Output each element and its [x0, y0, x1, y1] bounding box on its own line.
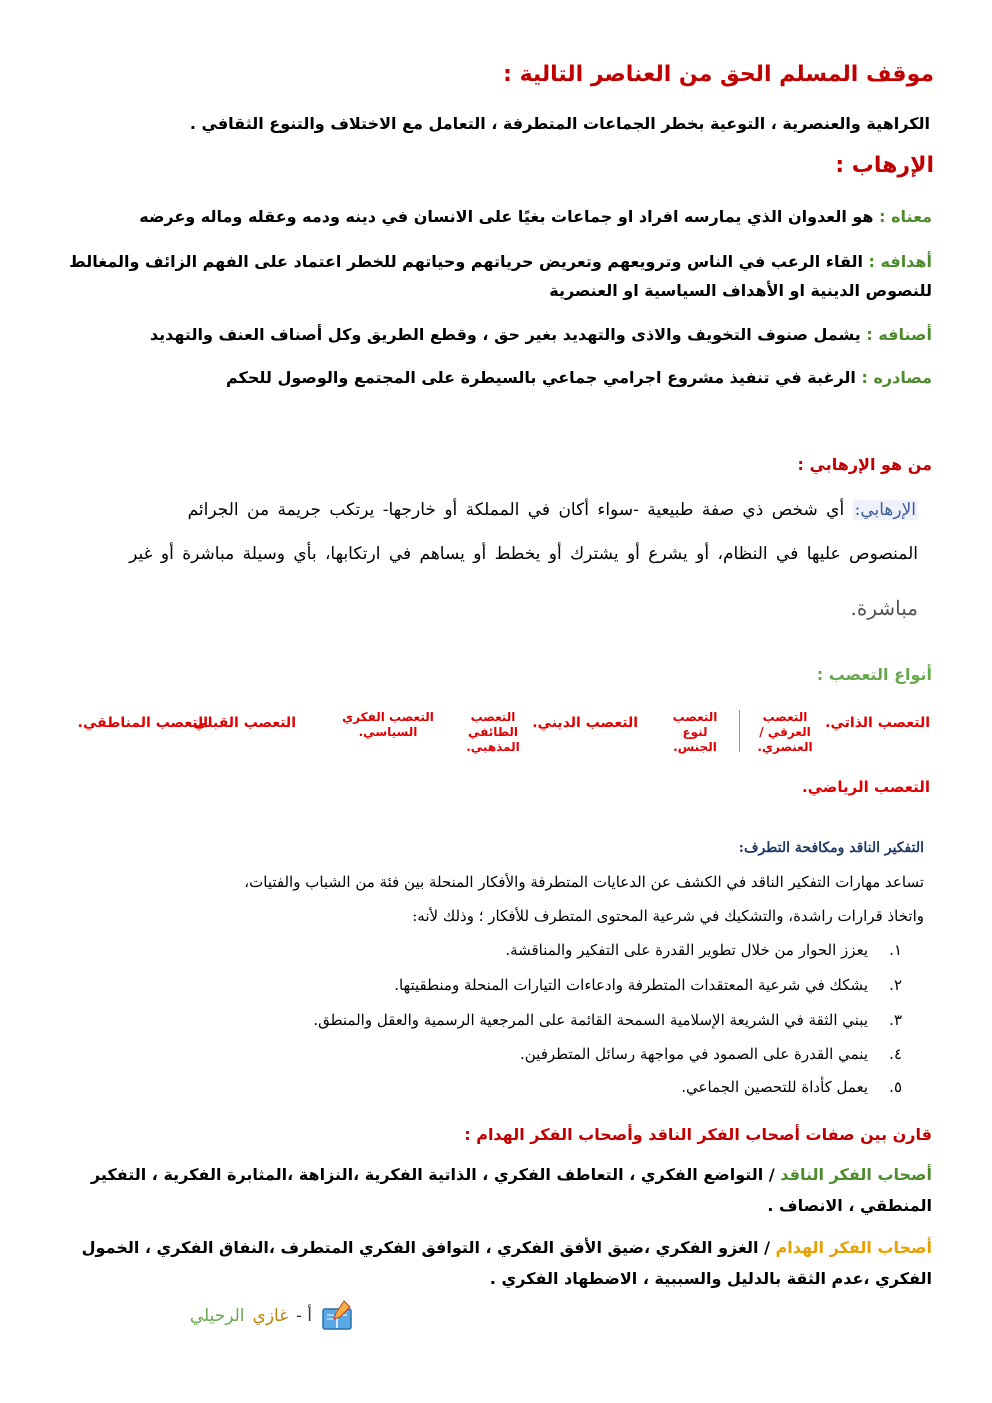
terrorism-heading: الإرهاب :: [835, 153, 934, 178]
terrorist-term: الإرهابي:: [854, 500, 916, 520]
fanaticism-types-list: [50, 710, 930, 758]
terrorism-goals-row: [69, 252, 932, 271]
goals-text-1: القاء الرعب في الناس وترويعهم وتعريض حرياتهم وحياتهم للخطر اعتماد على الفهم الزائف والمغالط: [69, 252, 863, 271]
intro-line: الكراهية والعنصرية ، التوعية بخطر الجماعات المتطرفة ، التعامل مع الاختلاف والتنوع الثقافي .: [189, 114, 930, 133]
fanaticism-item: التعصب المناطقي.: [77, 715, 208, 731]
point-number: ١.: [889, 941, 902, 959]
terrorist-line-1: أي شخص ذي صفة طبيعية -سواء أكان في المملكة أو خارجها- يرتكب جريمة من الجرائم: [187, 500, 845, 520]
fanaticism-item: التعصب القبلي.: [187, 715, 296, 731]
goals-text-2: للنصوص الدينية او الأهداف السياسية او العنصرية: [549, 281, 932, 300]
signature-first-name: غازي: [252, 1306, 289, 1326]
comparison-heading: قارن بين صفات أصحاب الفكر الناقد وأصحاب الفكر الهدام :: [464, 1125, 932, 1144]
critical-thinking-heading: التفكير الناقد ومكافحة التطرف:: [738, 840, 924, 856]
destructive-thinkers-label: أصحاب الفكر الهدام: [775, 1238, 932, 1257]
list-divider: [739, 710, 740, 752]
terrorist-definition-line-1: [188, 500, 918, 520]
critical-thinkers-text-1: التواضع الفكري ، التعاطف الفكري ، الذاتية الفكرية ،النزاهة ،المثابرة الفكرية ، التفكير: [90, 1165, 764, 1184]
critical-separator: /: [768, 1165, 775, 1184]
terrorist-line-2: المنصوص عليها في النظام، أو يشرع أو يشترك أو يخطط أو يساهم في ارتكابها، بأي وسيلة مباشرة أو غير: [129, 544, 918, 564]
author-signature: [190, 1298, 356, 1334]
destructive-thinkers-row: [82, 1238, 932, 1257]
terrorist-line-3: مباشرة.: [850, 596, 918, 620]
critical-thinkers-text-2: المنطقي ، الانصاف .: [767, 1196, 932, 1215]
meaning-label: معناه :: [879, 207, 932, 226]
terrorism-sources-row: [226, 368, 932, 387]
critical-thinkers-label: أصحاب الفكر الناقد: [780, 1165, 932, 1184]
terrorism-meaning-row: [139, 207, 932, 226]
signature-last-name: الرحيلي: [189, 1306, 245, 1326]
types-text: يشمل صنوف التخويف والاذى والتهديد بغير حق ، وقطع الطريق وكل أصناف العنف والتهديد: [149, 325, 861, 344]
types-label: أصنافه :: [866, 325, 932, 344]
terrorist-heading: من هو الإرهابي :: [797, 455, 932, 474]
critical-point: [520, 1045, 902, 1063]
destructive-separator: /: [764, 1238, 770, 1257]
fanaticism-item: التعصب الطائفي المذهبي.: [466, 710, 520, 754]
destructive-thinkers-text-1: الغزو الفكري ،ضيق الأفق الفكري ، التوافق الفكري المتطرف ،النفاق الفكري ، الخمول: [81, 1238, 759, 1257]
fanaticism-item: التعصب لنوع الجنس.: [672, 710, 718, 754]
point-number: ٥.: [889, 1078, 902, 1096]
point-text: يعمل كأداة للتحصين الجماعي.: [681, 1078, 868, 1096]
point-text: يشكك في شرعية المعتقدات المتطرفة وادعاءات التيارات المنحلة ومنطقيتها.: [394, 976, 868, 994]
fanaticism-item: التعصب الفكري السياسي.: [342, 710, 434, 739]
signature-prefix: أ -: [296, 1306, 312, 1326]
critical-thinking-line-2: واتخاذ قرارات راشدة، والتشكيك في شرعية المحتوى المتطرف للأفكار ؛ وذلك لأنه:: [412, 907, 924, 925]
point-text: يبني الثقة في الشريعة الإسلامية السمحة القائمة على المرجعية الرسمية والعقل والمنطق.: [313, 1011, 868, 1029]
sources-label: مصادره :: [861, 368, 932, 387]
fanaticism-item: التعصب الديني.: [532, 715, 638, 731]
critical-point: [313, 1011, 902, 1029]
sources-text: الرغبة في تنفيذ مشروع اجرامي جماعي بالسيطرة على المجتمع والوصول للحكم: [225, 368, 856, 387]
critical-point: [681, 1078, 902, 1096]
critical-thinking-line-1: تساعد مهارات التفكير الناقد في الكشف عن الدعايات المتطرفة والأفكار المنحلة بين فئة من الشباب والفتيات،: [244, 873, 924, 891]
fanaticism-sport: التعصب الرياضي.: [802, 778, 930, 796]
point-text: يعزز الحوار من خلال تطوير القدرة على التفكير والمناقشة.: [505, 941, 868, 959]
book-pencil-icon: [320, 1299, 356, 1333]
fanaticism-heading: أنواع التعصب :: [816, 665, 932, 684]
critical-point: [394, 976, 902, 994]
critical-thinkers-row: [91, 1165, 932, 1184]
destructive-thinkers-text-2: الفكري ،عدم الثقة بالدليل والسببية ، الاضطهاد الفكري .: [489, 1269, 932, 1288]
point-number: ٣.: [889, 1011, 902, 1029]
point-text: ينمي القدرة على الصمود في مواجهة رسائل المتطرفين.: [520, 1045, 868, 1063]
fanaticism-item: التعصب الذاتي.: [825, 715, 930, 731]
page-title: موقف المسلم الحق من العناصر التالية :: [503, 62, 934, 87]
meaning-text: هو العدوان الذي يمارسه افراد او جماعات بغيًا على الانسان في دينه ودمه وعقله وماله وعرضه: [139, 207, 874, 226]
point-number: ٢.: [889, 976, 902, 994]
fanaticism-item: التعصب العرقي / العنصري.: [757, 710, 813, 754]
goals-label: أهدافه :: [868, 252, 932, 271]
terrorism-types-row: [150, 325, 932, 344]
point-number: ٤.: [889, 1045, 902, 1063]
critical-point: [505, 941, 902, 959]
